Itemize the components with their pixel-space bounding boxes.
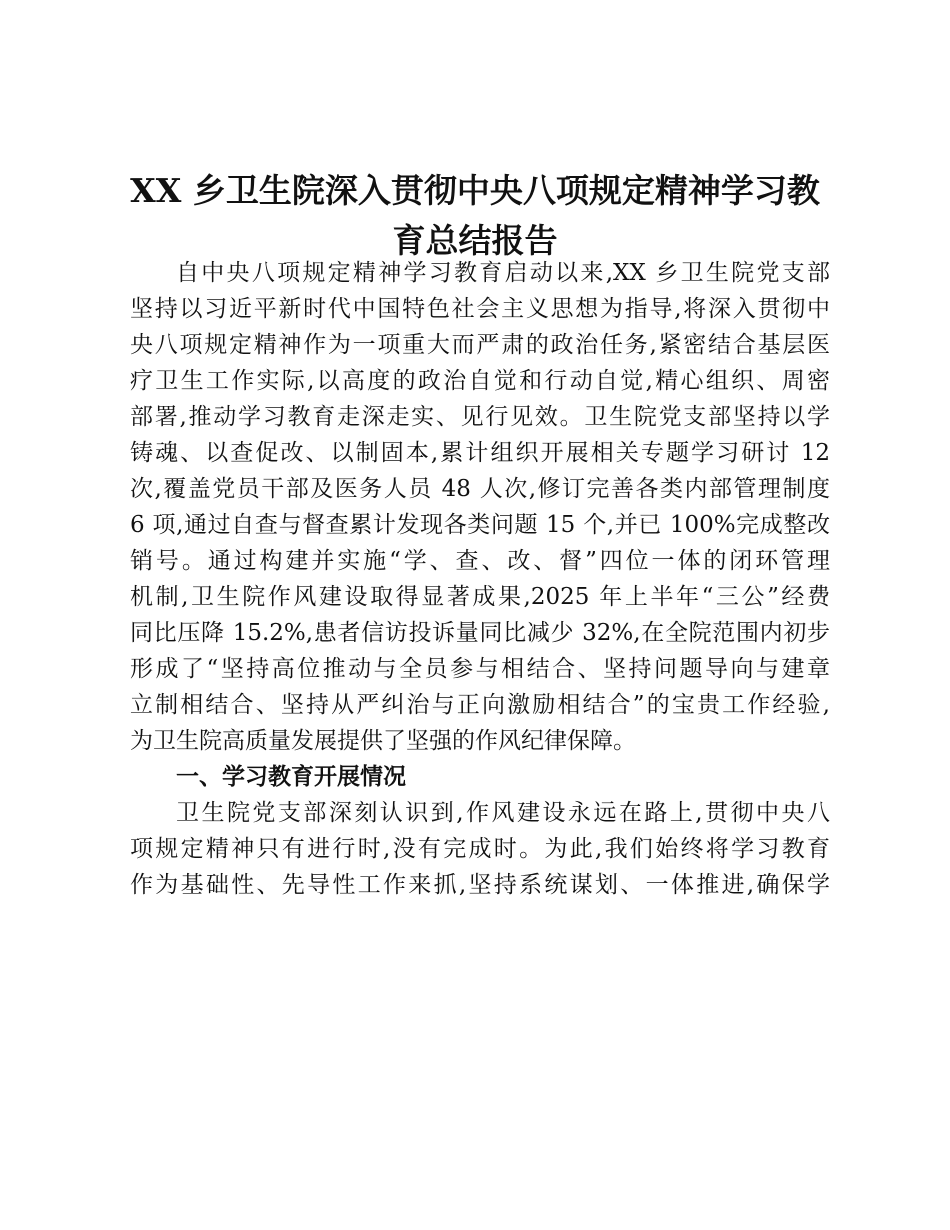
text-line: 疗卫生工作实际,以高度的政治自觉和行动自觉,精心组织、周密: [130, 368, 830, 394]
text-line: 自中央八项规定精神学习教育启动以来,XX 乡卫生院党支部: [176, 260, 830, 286]
text-line: 6 项,通过自查与督查累计发现各类问题 15 个,并已 100%完成整改: [130, 512, 830, 538]
document-title-line-2: 育总结报告: [392, 221, 558, 260]
text-line: 次,覆盖党员干部及医务人员 48 人次,修订完善各类内部管理制度: [130, 476, 830, 502]
section-heading: 一、学习教育开展情况: [176, 764, 406, 790]
text-line: 铸魂、以查促改、以制固本,累计组织开展相关专题学习研讨 12: [130, 440, 830, 466]
text-line: 卫生院党支部深刻认识到,作风建设永远在路上,贯彻中央八: [176, 800, 830, 826]
text-line: 项规定精神只有进行时,没有完成时。为此,我们始终将学习教育: [130, 836, 830, 862]
text-line: 机制,卫生院作风建设取得显著成果,2025 年上半年“三公”经费: [130, 584, 830, 610]
text-line: 央八项规定精神作为一项重大而严肃的政治任务,紧密结合基层医: [130, 332, 830, 358]
text-line: 为卫生院高质量发展提供了坚强的作风纪律保障。: [130, 728, 636, 754]
document-title-line-1: XX 乡卫生院深入贯彻中央八项规定精神学习教: [130, 171, 820, 210]
text-line: 作为基础性、先导性工作来抓,坚持系统谋划、一体推进,确保学: [130, 872, 830, 898]
text-line: 部署,推动学习教育走深走实、见行见效。卫生院党支部坚持以学: [130, 404, 830, 430]
text-line: 形成了“坚持高位推动与全员参与相结合、坚持问题导向与建章: [130, 656, 830, 682]
text-line: 立制相结合、坚持从严纠治与正向激励相结合”的宝贵工作经验,: [130, 692, 830, 718]
text-line: 坚持以习近平新时代中国特色社会主义思想为指导,将深入贯彻中: [130, 296, 830, 322]
text-line: 同比压降 15.2%,患者信访投诉量同比减少 32%,在全院范围内初步: [130, 620, 830, 646]
text-line: 销号。通过构建并实施“学、查、改、督”四位一体的闭环管理: [130, 548, 830, 574]
